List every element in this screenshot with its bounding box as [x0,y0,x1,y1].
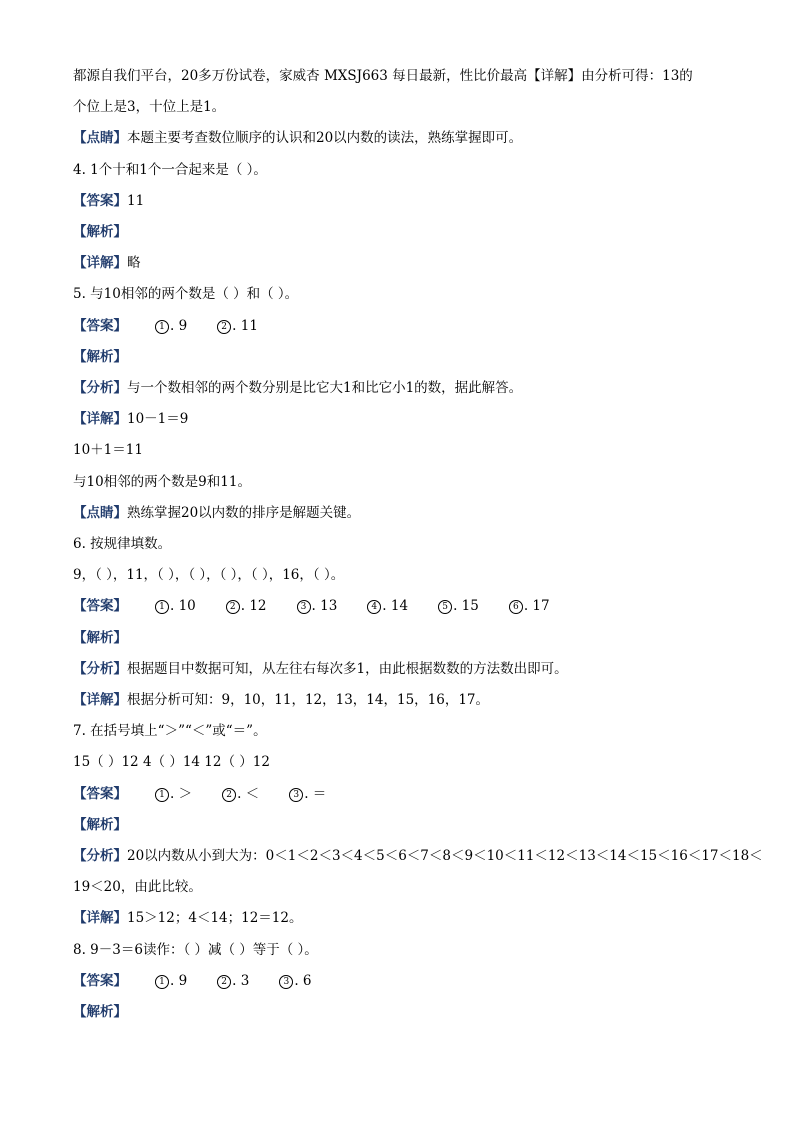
line-text: 4. 1个十和1个一合起来是（ ）。 [73,162,267,178]
answer-value: . 9 [170,318,188,334]
line-text: 15（ ）12 4（ ）14 12（ ）12 [73,754,270,770]
answer-value: . 9 [170,973,188,989]
section-tag: 【答案】 [73,598,127,614]
line-text: 本题主要考查数位顺序的认识和20以内数的读法，熟练掌握即可。 [127,130,523,146]
text-line [73,908,302,928]
text-line [73,440,143,460]
answer-value: . 15 [453,598,479,614]
section-tag: 【分析】 [73,380,127,396]
circled-number: 2 [222,788,236,802]
section-tag: 【点睛】 [73,505,127,521]
text-line [73,628,127,648]
answer-value: . ＜ [237,786,260,802]
line-text: 与10相邻的两个数是9和11。 [73,474,251,490]
answer-item [367,598,408,614]
text-line [73,97,225,117]
circled-number: 5 [438,600,452,614]
answer-value: . 3 [232,973,250,989]
text-line [73,1002,127,1022]
line-text: 9，（ ），11，（ ），（ ），（ ），（ ），16，（ ）。 [73,567,345,583]
line-text: 根据题目中数据可知，从左往右每次多1，由此根据数数的方法数出即可。 [127,661,568,677]
section-tag: 【解析】 [73,817,127,833]
circled-number: 1 [155,600,169,614]
section-tag: 【点睛】 [73,130,127,146]
text-line [73,222,127,242]
line-text: 7. 在括号填上“＞”“＜”或“＝”。 [73,723,267,739]
section-tag: 【详解】 [73,255,127,271]
circled-number: 6 [509,600,523,614]
circled-number: 2 [217,975,231,989]
line-text: 15＞12；4＜14；12＝12。 [127,910,303,926]
line-text: 略 [127,255,141,271]
text-line [73,690,489,710]
line-text: 19＜20，由此比较。 [73,879,202,895]
text-line [73,378,522,398]
circled-number: 1 [155,975,169,989]
line-text: 5. 与10相邻的两个数是（ ）和（ ）。 [73,286,299,302]
section-tag: 【分析】 [73,848,127,864]
circled-number: 3 [297,600,311,614]
text-line [73,503,360,523]
answer-item [279,973,311,989]
section-tag: 【答案】 [73,193,127,209]
answer-value: . 6 [294,973,312,989]
answer-item [217,973,249,989]
text-line [73,66,693,86]
answer-value: . 17 [523,598,550,614]
answer-value: . 11 [232,318,258,334]
answer-value: . ＞ [170,786,193,802]
section-tag: 【答案】 [73,318,127,334]
line-text: 8. 9－3＝6读作：（ ）减（ ）等于（ ）。 [73,942,318,958]
text-line [73,596,580,616]
circled-number: 3 [289,788,303,802]
section-tag: 【分析】 [73,661,127,677]
section-tag: 【解析】 [73,630,127,646]
line-text: 6. 按规律填数。 [73,536,172,552]
text-line [73,409,188,429]
section-tag: 【详解】 [73,910,127,926]
text-line [73,721,267,741]
text-line [73,659,568,679]
section-tag: 【解析】 [73,349,127,365]
line-text: 熟练掌握20以内数的排序是解题关键。 [127,505,361,521]
text-line [73,160,267,180]
line-text: 根据分析可知：9，10，11，12，13，14，15，16，17。 [127,692,490,708]
section-tag: 【答案】 [73,786,127,802]
answer-value: . 14 [382,598,409,614]
text-line [73,815,127,835]
answer-item [222,786,259,802]
circled-number: 2 [226,600,240,614]
line-text: 与一个数相邻的两个数分别是比它大1和比它小1的数，据此解答。 [127,380,523,396]
answer-value: . ＝ [304,786,327,802]
line-text: 个位上是3，十位上是1。 [73,99,226,115]
answer-item [509,598,550,614]
line-text: 都源自我们平台，20多万份试卷，家威杏 MXSJ663 每日最新，性比价最高【详解】由分析可得：13的 [73,68,693,84]
answer-item [289,786,326,802]
answer-value: . 13 [311,598,338,614]
text-line [73,128,522,148]
text-line [73,940,318,960]
circled-number: 1 [155,788,169,802]
text-line [73,784,356,804]
section-tag: 【解析】 [73,1004,127,1020]
answer-item [155,318,187,334]
text-line [73,846,763,866]
circled-number: 3 [279,975,293,989]
section-tag: 【详解】 [73,692,127,708]
text-line [73,347,127,367]
section-tag: 【详解】 [73,411,127,427]
line-text: 20以内数从小到大为：0＜1＜2＜3＜4＜5＜6＜7＜8＜9＜10＜11＜12＜13＜14＜15＜16＜17＜18＜ [127,848,763,864]
answer-item [297,598,338,614]
text-line [73,752,270,772]
answer-item [155,973,187,989]
answer-item [217,318,258,334]
text-line [73,284,298,304]
text-line [73,472,251,492]
circled-number: 2 [217,320,231,334]
answer-item [155,598,196,614]
circled-number: 4 [367,600,381,614]
answer-item [226,598,267,614]
text-line [73,877,202,897]
text-line [73,971,342,991]
line-text: 10－1＝9 [127,411,189,427]
answer-item [155,786,192,802]
circled-number: 1 [155,320,169,334]
text-line [73,316,288,336]
text-line [73,565,344,585]
text-line [73,534,171,554]
answer-item [438,598,479,614]
text-line [73,191,144,211]
answer-value: . 12 [240,598,267,614]
line-text: 11 [127,193,145,209]
text-line [73,253,141,273]
section-tag: 【解析】 [73,224,127,240]
line-text: 10＋1＝11 [73,442,143,458]
section-tag: 【答案】 [73,973,127,989]
answer-value: . 10 [170,598,196,614]
